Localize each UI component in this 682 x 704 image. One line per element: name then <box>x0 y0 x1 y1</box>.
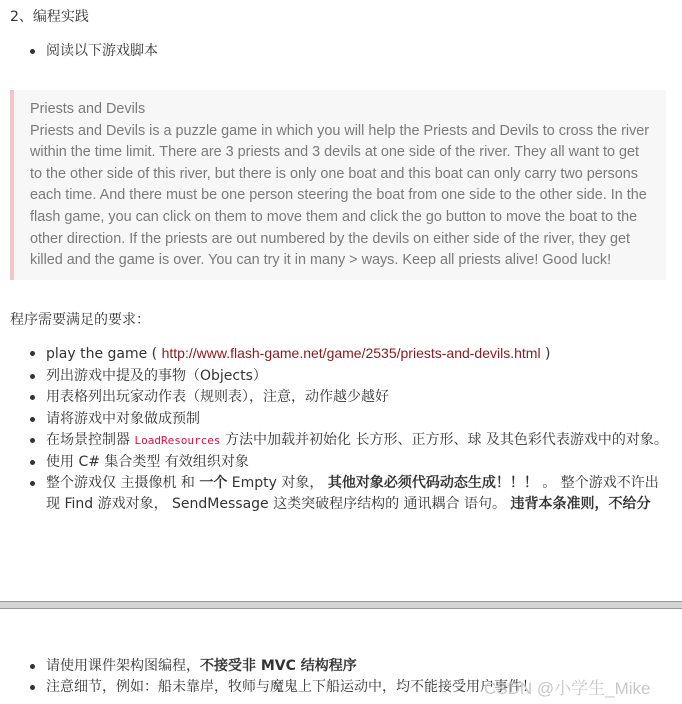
inline-code: LoadResources <box>134 434 221 447</box>
bold-text: 一个 <box>199 475 228 491</box>
bold-text: 其他对象必须代码动态生成！！！ <box>327 475 538 491</box>
list-item <box>30 473 670 515</box>
intro-list <box>30 41 630 62</box>
play-text-end: ) <box>540 346 551 362</box>
list-item <box>30 430 670 451</box>
item-text: 请使用课件架构图编程， <box>46 658 200 674</box>
quote-body: Priests and Devils is a puzzle game in which you will help the Priests and Devils to cross the river within the time limit. There are 3 priests and 3 devils at one side of the river. They all want to get to the other side of this river, but there is only one boat and this boat can only carry two persons each time. And there must be one person steering the boat from one side to the other side. In the flash game, you can click on them to move them and click the go button to move the boat to the other direction. If the priests are out numbered by the devils on either side of the river, they get killed and the game is over. You can try it in many > ways. Keep all priests alive! Good luck! <box>30 122 650 269</box>
item-text: 整个游戏仅 主摄像机 和 <box>46 475 200 491</box>
item-text: 在场景控制器 <box>46 432 135 448</box>
blockquote <box>10 90 666 280</box>
section-heading: 2、编程实践 <box>10 9 89 25</box>
list-item: 注意细节，例如：船未靠岸，牧师与魔鬼上下船运动中，均不能接受用户事件！ <box>30 677 670 698</box>
list-item: 请将游戏中对象做成预制 <box>30 409 670 430</box>
item-text: 。 整个游戏不许出现 Find 游戏对象， SendMessage 这类突破程序结构的 通讯耦合 语句。 <box>46 475 659 512</box>
bold-text: 不接受非 MVC 结构程序 <box>200 658 357 674</box>
requirements-title: 程序需要满足的要求： <box>10 312 150 328</box>
item-text: 方法中加载并初始化 长方形、正方形、球 及其色彩代表游戏中的对象。 <box>220 432 668 448</box>
list-item <box>30 343 670 365</box>
list-item: 列出游戏中提及的事物（Objects） <box>30 366 670 387</box>
list-item: 使用 C# 集合类型 有效组织对象 <box>30 452 670 473</box>
game-link[interactable]: http://www.flash-game.net/game/2535/priests-and-devils.html <box>161 345 541 361</box>
horizontal-rule <box>0 601 682 609</box>
bold-text: 违背本条准则，不给分 <box>510 496 651 512</box>
item-text: Empty 对象， <box>227 475 328 491</box>
requirements-list <box>30 343 670 516</box>
watermark: CSDN @小学生_Mike <box>484 679 651 698</box>
list-item: 用表格列出玩家动作表（规则表），注意，动作越少越好 <box>30 387 670 408</box>
list-item: 阅读以下游戏脚本 <box>30 41 630 62</box>
quote-title: Priests and Devils <box>30 101 146 117</box>
play-text: play the game ( <box>46 346 162 362</box>
